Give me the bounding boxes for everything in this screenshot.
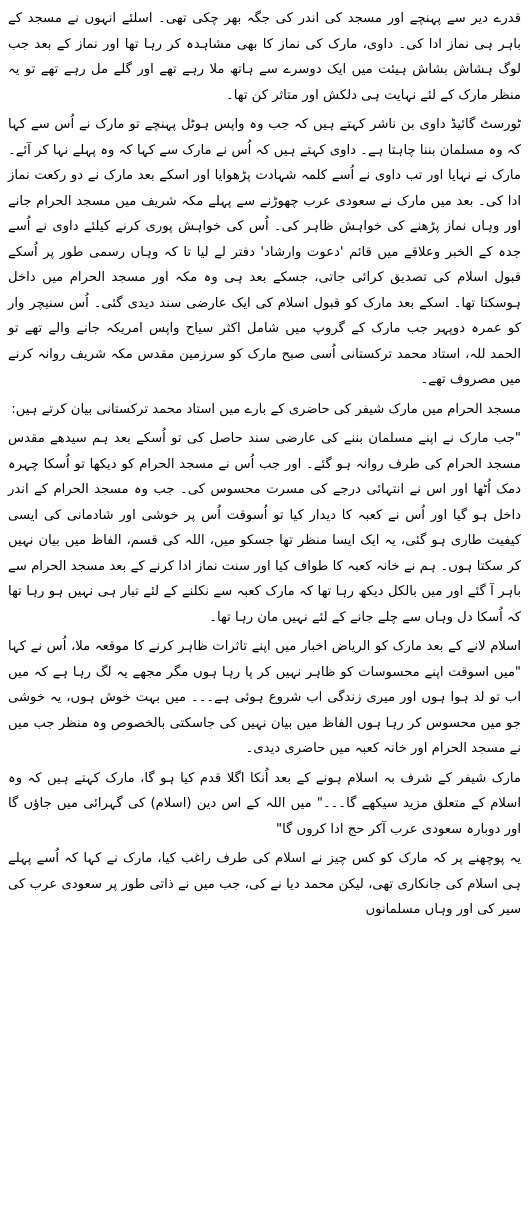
paragraph-conversion-account: ٹورسٹ گائیڈ داوی بن ناشر کہتے ہیں کہ جب وہ واپس ہوٹل پہنچے تو مارک نے اُس سے کہا کہ وہ مسلمان بننا چاہتا ہے۔ داوی کہتے ہیں کہ اُس نے مارک سے کہا کہ وہ پہلے نہا کر آئے۔ مارک نے نہایا اور تب داوی نے اُسے کلمہ شہادت پڑھوایا اور اسکے بعد مارک نے دو رکعت نماز ادا کی۔ بعد میں مارک نے سعودی عرب چھوڑنے سے پہلے مکہ شریف میں مسجد الحرام جانے اور وہاں نماز پڑھنے کی خواہش ظاہر کی۔ اُس کی خواہش پوری کرنے کیلئے داوی نے اُسے جدہ کے الخبر وعلاقے میں قائم 'دعوت وارشاد' دفتر لے لیا تا کہ وہاں رسمی طور پر اُسکے قبول اسلام کی تصدیق کرائی جاتی، جسکے بعد ہی وہ مکہ اور مسجد الحرام میں داخل ہوسکتا تھا۔ اسکے بعد مارک کو قبول اسلام کی ایک عارضی سند دیدی گئی۔ اُس سنیچر وار کو عمرہ دوپہر جب مارک کے گروپ میں شامل اکثر سیاح واپس امریکہ جانے والے تھے تو الحمد للہ، استاد محمد ترکستانی اُسی صبح مارک کو سرزمین مقدس مکہ شریف روانہ کرنے میں مصروف تھے۔ [8, 117, 521, 387]
paragraph-next-step: مارک شیفر کے شرف بہ اسلام ہونے کے بعد اُنکا اگلا قدم کیا ہو گا، مارک کہتے ہیں کہ وہ اسلام کے متعلق مزید سیکھے گا۔۔۔" میں اللہ کے اس دین (اسلام) کی گہرائی میں جاؤں گا اور دوبارہ سعودی عرب آکر حج ادا کروں گا" [8, 770, 521, 837]
paragraph-arrival-prayer: قدرے دیر سے پہنچے اور مسجد کی اندر کی جگہ بھر چکی تھی۔ اسلئے انہوں نے مسجد کے باہر ہی نماز ادا کی۔ داوی، مارک کی نماز کا بھی مشاہدہ کر رہا تھا اور نماز کے بعد جب لوگ ہشاش بشاش ہیئت میں ایک دوسرے سے ہاتھ ملا رہے تھے اور گلے مل رہے تھے تو یہ منظر مارک کے لئے نہایت ہی دلکش اور متاثر کن تھا۔ [8, 11, 521, 103]
paragraph-quote-intro: مسجد الحرام میں مارک شیفر کی حاضری کے بارے میں استاد محمد ترکستانی بیان کرتے ہیں: [11, 401, 521, 417]
paragraph-motivation: یہ پوچھنے پر کہ مارک کو کس چیز نے اسلام کی طرف راغب کیا، مارک نے کہا کہ اُسے پہلے ہی اسلام کی جانکاری تھی، لیکن محمد دیا نے کی، جب میں نے ذاتی طور پر سعودی عرب کی سیر کی اور وہاں مسلمانوں [8, 851, 521, 917]
paragraph-riyadh-interview: اسلام لانے کے بعد مارک کو الریاض اخبار میں اپنے تاثرات ظاہر کرنے کا موقعہ ملا، اُس نے کہا "میں اسوقت اپنے محسوسات کو ظاہر نہیں کر پا رہا ہوں مگر مجھے یہ لگ رہا ہے کہ میں اب تو لد ہوا ہوں اور میری زندگی اب شروع ہوئی ہے۔۔۔ میں بہت خوش ہوں، یہ خوشی جو میں محسوس کر رہا ہوں الفاظ میں بیان نہیں کی جاسکتی بالخصوص وہ منظر جب میں نے مسجد الحرام اور خانہ کعبہ میں حاضری دیدی۔ [8, 639, 521, 756]
paragraph-haram-visit-quote: "جب مارک نے اپنے مسلمان بننے کی عارضی سند حاصل کی تو اُسکے بعد ہم سیدھے مقدس مسجد الحرام کی طرف روانہ ہو گئے۔ اور جب اُس نے مسجد الحرام کو دیکھا تو اُسکا چہرہ دمک اُٹھا اور اس نے انتہائی درجے کی مسرت محسوس کی۔ جب وہ مسجد الحرام کے اندر داخل ہو گیا اور اُس نے کعبہ کا دیدار کیا تو اُسوقت اُس پر خوشی اور شادمانی کی ایسی کیفیت طاری ہو گئی، یہ ایک ایسا منظر تھا جسکو میں، اللہ کی قسم، الفاظ میں بیان نہیں کر سکتا ہوں۔ ہم نے خانہ کعبہ کا طواف کیا اور سنت نماز ادا کرنے کے بعد مسجد الحرام سے باہر آ گئے اور میں بالکل دیکھ رہا تھا کہ مارک کعبہ سے نکلنے کے لئے تیار ہی نہیں ہو رہا تھا کہ اُسکا دل وہاں سے چلے جانے کے لئے نہیں مان رہا تھا۔ [8, 431, 521, 625]
